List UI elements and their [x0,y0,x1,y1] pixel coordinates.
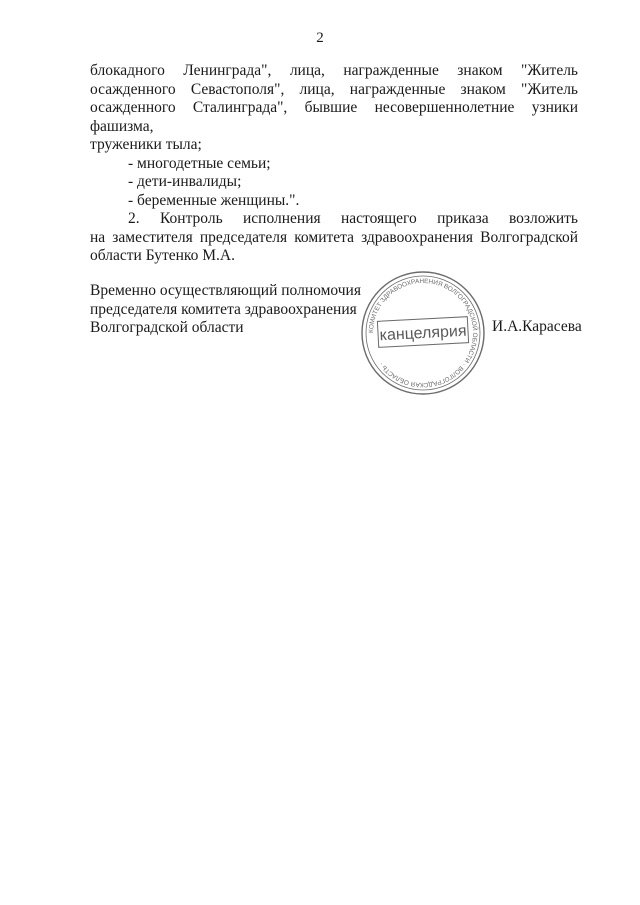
list-item: - беременные женщины.". [128,191,300,209]
signer-position-line: Волгоградской области [90,319,244,336]
body-line: осажденного Сталинграда", бывшие несовершеннолетние узники фашизма, [90,99,578,135]
signer-position-line: Временно осуществляющий полномочия [90,282,361,299]
list-item: - дети-инвалиды; [128,173,242,190]
office-stamp [358,268,488,398]
signer-name: И.А.Карасева [492,318,582,335]
signature-block [90,282,390,338]
body-line: блокадного Ленинграда", лица, награжденные знаком "Житель [90,62,578,79]
stamp-center-text: канцелярия [379,322,467,345]
body-line: 2. Контроль исполнения настоящего приказа возложить [128,210,578,227]
stamp-ring-text: КОМИТЕТ ЗДРАВООХРАНЕНИЯ ВОЛГОГРАДСКОЙ ОБЛАСТИ · ВОЛГОГРАДСКАЯ ОБЛАСТЬ · [367,277,479,389]
signer-position-line: председателя комитета здравоохранения [90,300,357,318]
list-item: - многодетные семьи; [128,154,271,172]
document-body [90,62,578,266]
body-line: труженики тыла; [90,136,202,153]
body-line: области Бутенко М.А. [90,247,235,264]
page-number: 2 [316,30,324,46]
body-line: на заместителя председателя комитета здравоохранения Волгоградской [90,228,578,246]
body-line: осажденного Севастополя", лица, награжденные знаком "Житель [90,80,578,98]
